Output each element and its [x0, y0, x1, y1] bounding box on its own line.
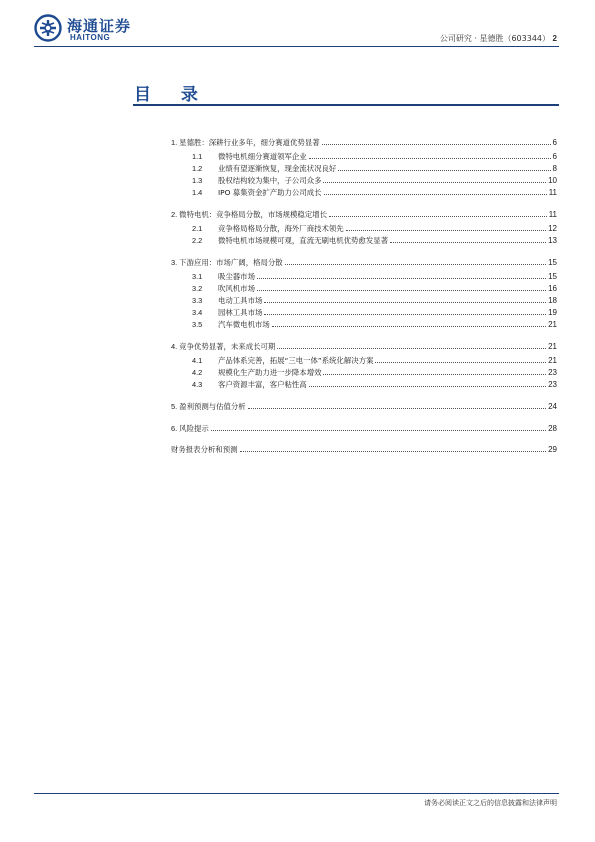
toc-entry-number: 6.	[171, 424, 178, 433]
toc-entry-page: 15	[548, 272, 557, 281]
toc-entry-number: 2.	[171, 210, 178, 219]
toc-dot-leader	[390, 242, 546, 243]
toc-entry-page: 18	[548, 296, 557, 305]
toc-entry[interactable]	[192, 366, 557, 378]
toc-entry[interactable]	[192, 234, 557, 246]
toc-dot-leader	[323, 374, 546, 375]
toc-entry-title: 微特电机：竞争格局分散，市场规模稳定增长	[179, 210, 327, 219]
logo-chinese-name: 海通证券	[67, 17, 132, 35]
toc-dot-leader	[322, 144, 551, 145]
toc-entry-title: 股权结构较为集中，子公司众多	[218, 176, 322, 185]
header-divider	[34, 46, 559, 47]
toc-entry-page: 29	[548, 445, 557, 454]
toc-entry-number: 3.1	[192, 272, 203, 281]
toc-entry-title: 下游应用：市场广阔，格局分散	[179, 258, 283, 267]
toc-title-divider	[133, 104, 559, 106]
toc-entry-page: 28	[548, 424, 557, 433]
toc-entry[interactable]	[192, 318, 557, 330]
toc-entry-page: 12	[548, 224, 557, 233]
toc-entry-title: 园林工具市场	[218, 308, 263, 317]
toc-entry[interactable]	[192, 270, 557, 282]
toc-entry-page: 24	[548, 402, 557, 411]
toc-entry[interactable]	[192, 162, 557, 174]
toc-entry-number: 3.5	[192, 320, 203, 329]
toc-dot-leader	[211, 430, 546, 431]
footer-divider	[34, 793, 559, 794]
toc-entry-page: 23	[548, 368, 557, 377]
toc-entry-number: 1.4	[192, 188, 203, 197]
toc-entry[interactable]	[171, 256, 557, 268]
toc-entry-title: 客户资源丰富，客户粘性高	[218, 380, 307, 389]
page-number: 2	[552, 34, 557, 43]
toc-dot-leader	[285, 264, 546, 265]
toc-entry-title: IPO 募集资金扩产助力公司成长	[218, 188, 322, 197]
logo-english-name: HAITONG	[70, 33, 111, 42]
haitong-logo	[34, 14, 144, 44]
footer-disclaimer: 请务必阅读正文之后的信息披露和法律声明	[424, 799, 557, 807]
toc-dot-leader	[375, 362, 546, 363]
toc-entry[interactable]	[192, 306, 557, 318]
toc-dot-leader	[257, 278, 546, 279]
toc-entry-page: 13	[548, 236, 557, 245]
toc-entry[interactable]	[171, 443, 557, 455]
toc-entry-title: 电动工具市场	[218, 296, 263, 305]
toc-entry-number: 5.	[171, 402, 178, 411]
toc-entry-page: 6	[552, 152, 557, 161]
toc-entry-title: 业绩有望逐渐恢复，现金流状况良好	[218, 164, 337, 173]
toc-entry-page: 21	[548, 342, 557, 351]
toc-entry-page: 15	[548, 258, 557, 267]
toc-entry-title: 吹风机市场	[218, 284, 255, 293]
toc-entry-title: 吸尘器市场	[218, 272, 255, 281]
toc-entry-number: 2.1	[192, 224, 203, 233]
toc-entry-number: 1.1	[192, 152, 203, 161]
toc-entry-title: 微特电机市场规模可观，直流无刷电机优势愈发显著	[218, 236, 388, 245]
toc-entry-title: 盈利预测与估值分析	[179, 402, 246, 411]
toc-entry[interactable]	[192, 174, 557, 186]
toc-entry-page: 23	[548, 380, 557, 389]
toc-entry-page: 21	[548, 320, 557, 329]
toc-entry-number: 4.1	[192, 356, 203, 365]
toc-entry-title: 财务报表分析和预测	[171, 445, 238, 454]
toc-dot-leader	[309, 386, 546, 387]
toc-dot-leader	[323, 182, 546, 183]
toc-entry-number: 1.2	[192, 164, 203, 173]
toc-entry[interactable]	[171, 422, 557, 434]
toc-entry[interactable]	[171, 136, 557, 148]
toc-entry[interactable]	[192, 354, 557, 366]
toc-entry-number: 2.2	[192, 236, 203, 245]
toc-entry-title: 竞争优势显著，未来成长可期	[179, 342, 276, 351]
toc-entry-title: 产品体系完善，拓展“三电一体”系统化解决方案	[218, 356, 374, 365]
toc-entry[interactable]	[192, 150, 557, 162]
toc-entry[interactable]	[171, 340, 557, 352]
toc-entry-title: 竞争格局格局分散，海外厂商技术领先	[218, 224, 344, 233]
toc-title: 目 录	[134, 85, 210, 105]
toc-entry-number: 3.2	[192, 284, 203, 293]
haitong-emblem-icon	[34, 14, 62, 42]
toc-entry[interactable]	[192, 222, 557, 234]
toc-entry-title: 风险提示	[179, 424, 209, 433]
toc-entry-number: 1.3	[192, 176, 203, 185]
toc-dot-leader	[257, 290, 546, 291]
toc-dot-leader	[248, 408, 546, 409]
toc-entry-page: 6	[552, 138, 557, 147]
toc-dot-leader	[346, 230, 546, 231]
toc-entry-page: 10	[548, 176, 557, 185]
toc-entry-page: 11	[548, 210, 557, 219]
toc-entry[interactable]	[192, 282, 557, 294]
toc-entry-number: 3.	[171, 258, 178, 267]
toc-dot-leader	[264, 314, 546, 315]
toc-dot-leader	[324, 194, 547, 195]
toc-entry-page: 8	[552, 164, 557, 173]
toc-entry[interactable]	[192, 186, 557, 198]
toc-entry-number: 3.3	[192, 296, 203, 305]
toc-entry[interactable]	[171, 208, 557, 220]
toc-dot-leader	[240, 451, 547, 452]
toc-entry[interactable]	[171, 400, 557, 412]
toc-entry-number: 3.4	[192, 308, 203, 317]
toc-dot-leader	[272, 326, 546, 327]
toc-entry-number: 1.	[171, 138, 178, 147]
toc-dot-leader	[277, 348, 546, 349]
header-doc-info	[440, 33, 557, 44]
toc-dot-leader	[329, 216, 547, 217]
toc-entry[interactable]	[192, 294, 557, 306]
toc-entry[interactable]	[192, 378, 557, 390]
toc-dot-leader	[338, 170, 550, 171]
toc-dot-leader	[309, 158, 551, 159]
toc-entry-title: 星德胜：深耕行业多年，细分赛道优势显著	[179, 138, 320, 147]
toc-entry-title: 汽车微电机市场	[218, 320, 270, 329]
report-info: 公司研究 · 星德胜（603344）	[439, 34, 550, 43]
toc-dot-leader	[264, 302, 546, 303]
toc-entry-number: 4.	[171, 342, 178, 351]
toc-entry-number: 4.3	[192, 380, 203, 389]
toc-entry-page: 16	[548, 284, 557, 293]
toc-entry-title: 规模化生产助力进一步降本增效	[218, 368, 322, 377]
toc-entry-page: 11	[548, 188, 557, 197]
toc-entry-page: 19	[548, 308, 557, 317]
toc-entry-number: 4.2	[192, 368, 203, 377]
toc-entry-title: 微特电机细分赛道领军企业	[218, 152, 307, 161]
toc-entry-page: 21	[548, 356, 557, 365]
